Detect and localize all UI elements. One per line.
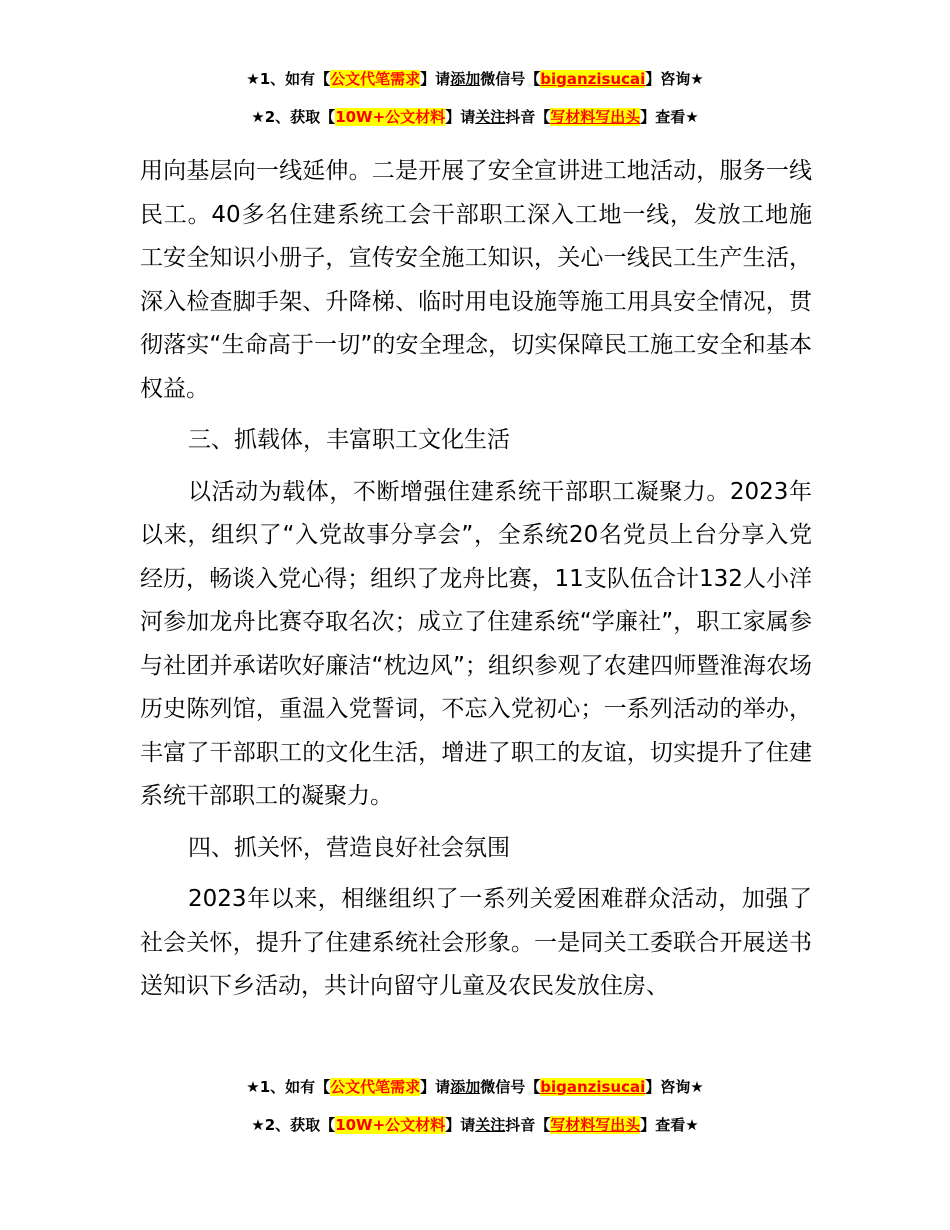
ad-text: 抖音【 [505,1116,551,1134]
header-ad-line-2 [0,106,950,128]
ad-text: 】咨询★ [645,1078,704,1096]
ad-text: 】咨询★ [645,70,704,88]
ad-emphasis: 添加 [450,70,481,88]
paragraph-section-4: 2023年以来，相继组织了一系列关爱困难群众活动，加强了社会关怀，提升了住建系统社会形象。一是同关工委联合开展送书送知识下乡活动，共计向留守儿童及农民发放住房、 [140,886,812,999]
ad-text: 】请 [420,1078,451,1096]
ad-highlight: 10W+公文材料 [335,1116,446,1134]
header-ad-line-1 [0,68,950,90]
ad-douyin-id: 写材料写出头 [550,108,641,126]
section-heading-3: 三、抓载体，丰富职工文化生活 [188,427,510,453]
ad-wechat-id: biganzisucai [540,1078,646,1096]
ad-text: ★1、如有【 [246,70,331,88]
ad-text: 】请 [445,1116,476,1134]
ad-emphasis: 关注 [475,108,506,126]
ad-text: ★1、如有【 [246,1078,331,1096]
section-heading-4: 四、抓关怀，营造良好社会氛围 [188,834,510,861]
ad-highlight: 10W+公文材料 [335,108,446,126]
ad-emphasis: 添加 [450,1078,481,1096]
ad-text: 】查看★ [640,1116,699,1134]
ad-text: 】请 [420,70,451,88]
ad-text: 抖音【 [505,108,551,126]
ad-emphasis: 关注 [475,1116,506,1134]
ad-douyin-id: 写材料写出头 [550,1116,641,1134]
paragraph-continuation: 用向基层向一线延伸。二是开展了安全宣讲进工地活动，服务一线民工。40多名住建系统工会干部职工深入工地一线，发放工地施工安全知识小册子，宣传安全施工知识，关心一线民工生产生活，深入检查脚手架、升降梯、临时用电设施等施工用具安全情况，贯彻落实“生命高于一切”的安全理念，切实保障民工施工安全和基本权益。 [140,158,812,402]
document-body [140,150,812,1009]
ad-text: 】请 [445,108,476,126]
ad-highlight: 公文代笔需求 [330,1078,421,1096]
ad-text: ★2、获取【 [251,1116,336,1134]
ad-text: 微信号【 [480,1078,541,1096]
ad-text: ★2、获取【 [251,108,336,126]
ad-text: 】查看★ [640,108,699,126]
ad-wechat-id: biganzisucai [540,70,646,88]
footer-ad-line-2 [0,1114,950,1136]
paragraph-section-3: 以活动为载体，不断增强住建系统干部职工凝聚力。2023年以来，组织了“入党故事分享会”，全系统20名党员上台分享入党经历，畅谈入党心得；组织了龙舟比赛，11支队伍合计132人小洋河参加龙舟比赛夺取名次；成立了住建系统“学廉社”，职工家属参与社团并承诺吹好廉洁“枕边风”；组织参观了农建四师暨淮海农场历史陈列馆，重温入党誓词，不忘入党初心；一系列活动的举办，丰富了干部职工的文化生活，增进了职工的友谊，切实提升了住建系统干部职工的凝聚力。 [140,478,812,809]
ad-highlight: 公文代笔需求 [330,70,421,88]
footer-ad-line-1 [0,1076,950,1098]
ad-text: 微信号【 [480,70,541,88]
